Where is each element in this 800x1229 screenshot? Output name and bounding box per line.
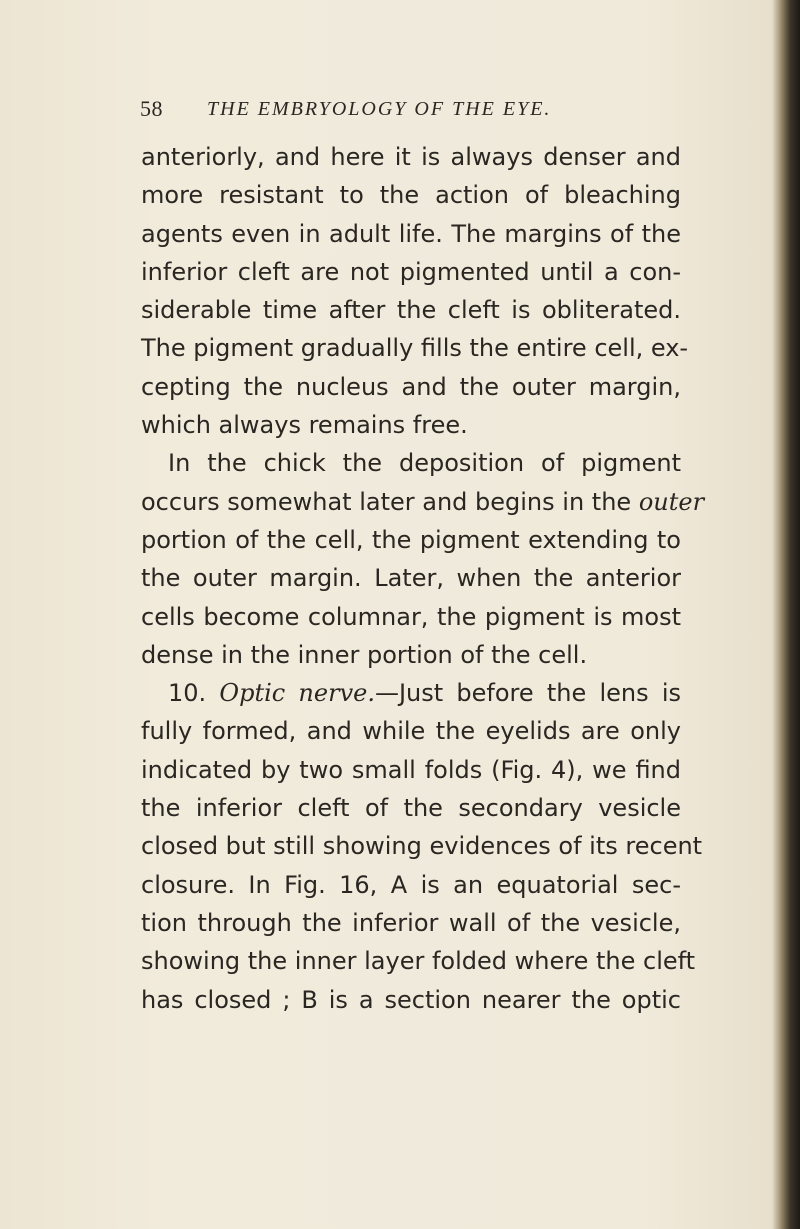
paragraph-start-line: In the chick the deposition of pigment <box>168 449 681 478</box>
text-line <box>141 483 705 521</box>
text-line: cells become columnar, the pigment is most <box>141 602 681 631</box>
section-title: Optic nerve. <box>219 679 375 708</box>
text-segment: occurs somewhat later and begins in the <box>141 487 639 516</box>
text-line: indicated by two small folds (Fig. 4), we find <box>141 755 681 784</box>
text-line: dense in the inner portion of the cell. <box>141 640 588 669</box>
text-line: tion through the inferior wall of the vesicle, <box>141 908 681 937</box>
text-line: more resistant to the action of bleaching <box>141 181 681 210</box>
section-heading-line <box>141 674 681 712</box>
running-title: THE EMBRYOLOGY OF THE EYE. <box>207 98 552 120</box>
text-line: fully formed, and while the eyelids are only <box>141 717 681 746</box>
text-line: portion of the cell, the pigment extending to <box>141 525 681 554</box>
text-segment: —Just before the lens is <box>374 679 682 708</box>
text-line: showing the inner layer folded where the cleft <box>141 947 696 976</box>
text-line: the inferior cleft of the secondary vesicle <box>141 794 681 823</box>
text-line: anteriorly, and here it is always denser and <box>141 143 681 171</box>
text-line: closed but still showing evidences of its recent <box>141 832 703 861</box>
text-line: the outer margin. Later, when the anterior <box>141 564 681 593</box>
emphasis-text: outer <box>638 487 705 516</box>
text-line: cepting the nucleus and the outer margin, <box>141 372 681 401</box>
text-line: The pigment gradually fills the entire cell, ex- <box>141 334 689 363</box>
page-number: 58 <box>140 96 163 121</box>
page-header <box>140 96 700 126</box>
text-line: agents even in adult life. The margins of the <box>141 219 681 248</box>
text-line: which always remains free. <box>141 411 468 440</box>
text-line: closure. In Fig. 16, A is an equatorial sec- <box>141 870 681 899</box>
text-line: siderable time after the cleft is obliterated. <box>141 296 681 325</box>
body-text <box>141 138 705 1019</box>
text-line: has closed ; B is a section nearer the optic <box>141 985 681 1014</box>
book-spine <box>778 0 800 1229</box>
section-number: 10. <box>168 679 220 708</box>
text-line: inferior cleft are not pigmented until a con- <box>141 257 681 286</box>
